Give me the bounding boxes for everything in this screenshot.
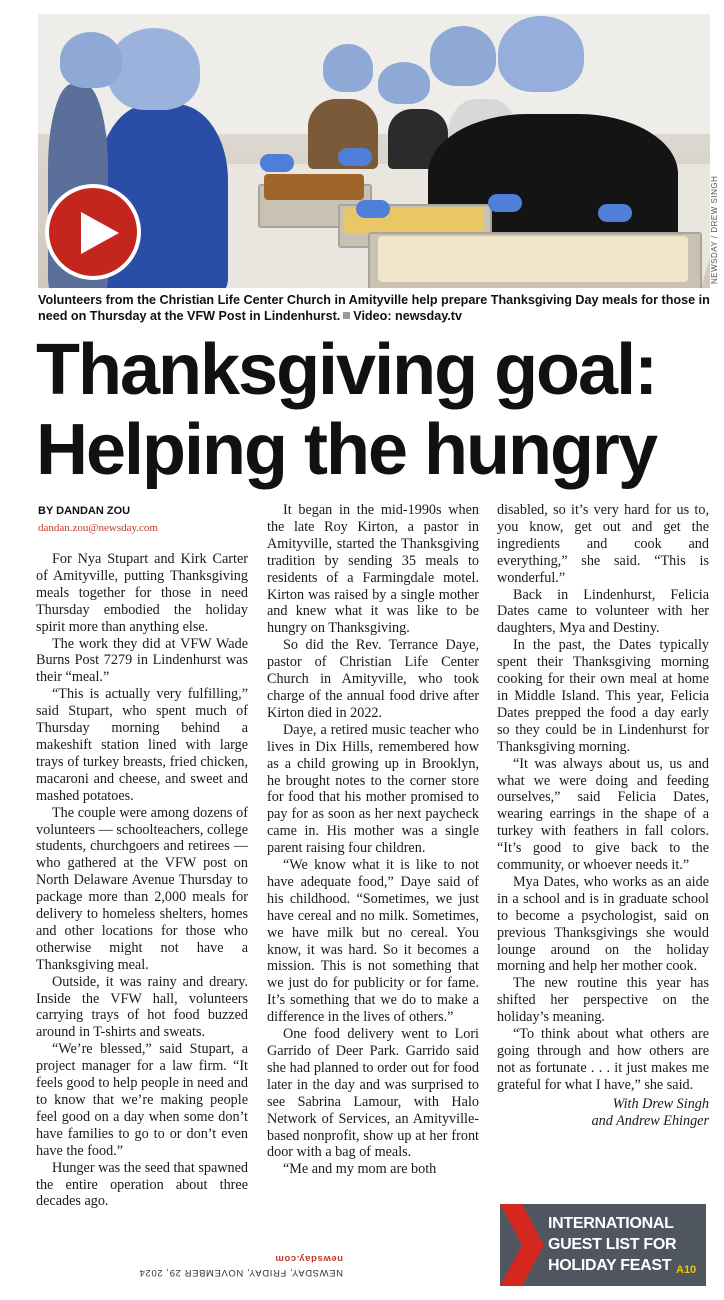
glove [598,204,632,222]
paragraph: Daye, a retired music teacher who lives in Dix Hills, remembered how as a child growing up in Brooklyn, he brought notes to the corner store for food that his mother promised to pay for as soon as her next paycheck came in. His mother was a single parent raising four children. [267,721,479,857]
paragraph: Outside, it was rainy and dreary. Inside the VFW hall, volunteers carrying trays of hot food buzzed around in T-shirts and sweats. [36,973,248,1041]
caption-separator [343,312,350,319]
video-play-button[interactable] [45,184,141,280]
paragraph: “This is actually very fulfilling,” said Stupart, who spent much of Thursday morning behind a makeshift station lined with large trays of turkey breasts, fried chicken, macaroni and cheese, and sweet and mashed potatoes. [36,686,248,804]
photo-credit [700,26,719,286]
food-mashed-potatoes [378,236,688,282]
paragraph: “We’re blessed,” said Stupart, a project manager for a law firm. “It feels good to help people in need and to know that we’re making people feel good on a day when some don’t have families to go to or don’t even have the food.” [36,1041,248,1159]
paragraph: One food delivery went to Lori Garrido of Deer Park. Garrido said she had planned to order out for food later in the day and was surprised to see Sabrina Lamour, with Halo Network of Services, an Amityville-based nonprofit, show up at her front door with a bag of meals. [267,1026,479,1161]
caption-video-link[interactable]: Video: newsday.tv [353,309,462,323]
volunteer-cap [60,32,122,88]
volunteer-cap [323,44,373,92]
caption-text: Volunteers from the Christian Life Center Church in Amityville help prepare Thanksgiving Day meals for those in need on Thursday at the VFW Post in Lindenhurst. [38,293,710,323]
play-icon [77,210,121,256]
paragraph: The new routine this year has shifted her perspective on the holiday’s meaning. [497,975,709,1026]
volunteer-cap [378,62,430,104]
author-email[interactable]: dandan.zou@newsday.com [38,522,158,534]
contributor-line-1: With Drew Singh [612,1095,709,1112]
volunteer-cap [108,28,200,110]
promo-page-ref: A10 [676,1264,697,1276]
contributor-credit [497,1096,709,1130]
article-photo [38,14,710,288]
paragraph: Hunger was the seed that spawned the entire operation about three decades ago. [36,1159,248,1210]
paragraph: “To think about what others are going through and how others are not as fortunate . . . it just makes me grateful for what I have,” she said. [497,1026,709,1093]
paragraph: The work they did at VFW Wade Burns Post 7279 in Lindenhurst was their “meal.” [36,635,248,686]
glove [338,148,372,166]
paragraph: “We know what it is like to not have adequate food,” Daye said of his childhood. “Sometimes, we just have cereal and no milk. Sometimes, we have milk but no cereal. You know, it was hard. So it becomes a mission. This is not something that we just do for publicity or for fame. It’s something that we do to make a difference in the lives of others.” [267,857,479,1026]
volunteer-cap [430,26,496,86]
article-column-3 [497,502,709,1130]
glove [488,194,522,212]
photo-credit-text: NEWSDAY / DREW SINGH [710,175,719,284]
paragraph: It began in the mid-1990s when the late Roy Kirton, a pastor in Amityville, started the Thanksgiving tradition by sending 35 meals to residents of a Farmingdale motel. Kirton was raised by a single mother and knew what it was like to be hungry on Thanksgiving. [267,502,479,637]
paragraph: Mya Dates, who works as an aide in a school and is in graduate school to become a psychologist, said on previous Thanksgivings she would lounge around on the holiday morning and help her mother cook. [497,873,709,975]
paragraph-continued: disabled, so it’s very hard for us to, you know, get out and get the ingredients and cook and everything,” she said. “This is wonderful.” [497,502,709,586]
food-turkey [264,174,364,200]
photo-caption [38,292,710,324]
glove [356,200,390,218]
headline [36,330,716,490]
promo-headline: INTERNATIONAL GUEST LIST FOR HOLIDAY FEAST [548,1215,677,1274]
article-column-1 [36,551,248,1210]
glove [260,154,294,172]
folio-dateline: NEWSDAY, FRIDAY, NOVEMBER 29, 2024 [139,1267,343,1278]
paragraph: The couple were among dozens of volunteers — schoolteachers, college students, churchgoers and retirees — who gathered at the VFW post on North Delaware Avenue Thursday to package more than 2,000 meals for delivery to homeless shelters, homes and other locations for those who otherwise might not have a Thanksgiving meal. [36,804,248,973]
paragraph: “Me and my mom are both [283,1161,437,1178]
paragraph: So did the Rev. Terrance Daye, pastor of Christian Life Center Church in Amityville, who took charge of the annual food drive after Kirton died in 2022. [267,637,479,721]
contributor-line-2: and Andrew Ehinger [591,1112,709,1129]
headline-line-1: Thanksgiving goal: [36,330,657,410]
paragraph: In the past, the Dates typically spent their Thanksgiving morning cooking for their own meal at home in Middle Island. This year, Felicia Dates prepped the food a day early so they could be in Lindenhurst for Thanksgiving morning. [497,637,709,755]
folio-brand: newsday.com [274,1253,343,1264]
headline-line-2: Helping the hungry [36,410,656,490]
paragraph: “It was always about us, us and what we were doing and feeding ourselves,” said Felicia Dates, wearing earrings in the shape of a turkey with feathers in fall colors. “It’s good to give back to the community, or whoever needs it.” [497,755,709,874]
volunteer-cap [498,16,584,92]
article-column-2 [267,502,479,1178]
chevron-right-icon [500,1204,544,1286]
byline: BY DANDAN ZOU [38,505,131,517]
paragraph: Back in Lindenhurst, Felicia Dates came to volunteer with her daughters, Mya and Destiny. [497,586,709,637]
paragraph: For Nya Stupart and Kirk Carter of Amityville, putting Thanksgiving meals together for those in need Thursday embodied the holiday spirit more than anything else. [36,551,248,635]
promo-box[interactable] [500,1204,706,1286]
